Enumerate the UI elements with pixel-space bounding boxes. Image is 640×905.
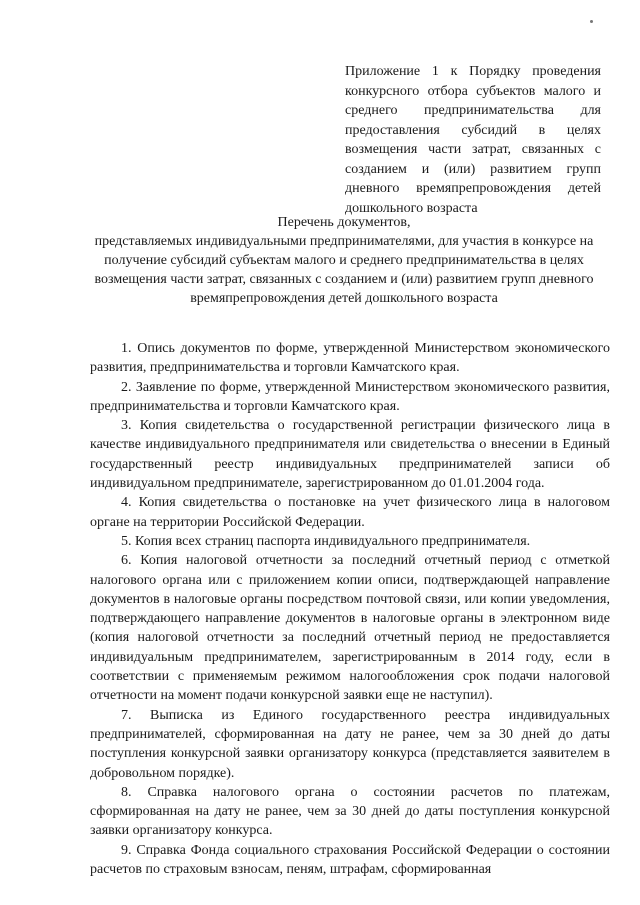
- scan-dot-mark: [590, 20, 593, 23]
- list-item: 8. Справка налогового органа о состоянии расчетов по платежам, сформированная на дату не ранее, чем за 30 дней до даты поступления конкурсной заявки организатору конкурса.: [90, 784, 610, 839]
- list-item: 6. Копия налоговой отчетности за последний отчетный период с отметкой налогового органа или с приложением копии описи, подтверждающей направление документов в налоговые органы посредством почтовой связи, или копии уведомления, подтверждающего направление документов в налоговые органы в электронном виде (копия налоговой отчетности за последний отчетный период не предоставляется индивидуальным предпринимателем, зарегистрированным в 2014 году, если в соответствии с применяемым режимом налогообложения срок подачи налоговой отчетности на момент подачи конкурсной заявки еще не наступил).: [90, 553, 610, 704]
- list-item: 7. Выписка из Единого государственного реестра индивидуальных предпринимателей, сформированная на дату не ранее, чем за 30 дней до даты поступления конкурсной заявки организатору конкурса (представляется заявителем в добровольном порядке).: [90, 707, 610, 781]
- list-item: 2. Заявление по форме, утвержденной Министерством экономического развития, предпринимательства и торговли Камчатского края.: [90, 379, 610, 414]
- list-item: 5. Копия всех страниц паспорта индивидуального предпринимателя.: [121, 533, 531, 549]
- appendix-note: Приложение 1 к Порядку проведения конкурсного отбора субъектов малого и среднего предпринимательства для предоставления субсидий в целях возмещения части затрат, связанных с созданием и (или) развитием групп дневного времяпрепровождения детей дошкольного возраста: [345, 64, 601, 216]
- list-item: 3. Копия свидетельства о государственной регистрации физического лица в качестве индивидуального предпринимателя или свидетельства о внесении в Единый государственный реестр индивидуальных предпринимателей записи об индивидуальном предпринимателе, зарегистрированном до 01.01.2004 года.: [90, 418, 610, 492]
- heading-title: Перечень документов,: [277, 215, 411, 230]
- list-item: 9. Справка Фонда социального страхования Российской Федерации о состоянии расчетов по страховым взносам, пеням, штрафам, сформированная: [90, 842, 610, 878]
- documents-list: [90, 339, 610, 879]
- document-heading: [88, 213, 600, 308]
- list-item: 4. Копия свидетельства о постановке на учет физического лица в налоговом органе на территории Российской Федерации.: [90, 495, 610, 530]
- list-item: 1. Опись документов по форме, утвержденной Министерством экономического развития, предпринимательства и торговли Камчатского края.: [90, 341, 610, 376]
- heading-subtitle: представляемых индивидуальными предпринимателями, для участия в конкурсе на получение субсидий субъектам малого и среднего предпринимательства в целях возмещения части затрат, связанных с созданием и (или) развитием групп дневного времяпрепровождения детей дошкольного возраста: [94, 234, 594, 306]
